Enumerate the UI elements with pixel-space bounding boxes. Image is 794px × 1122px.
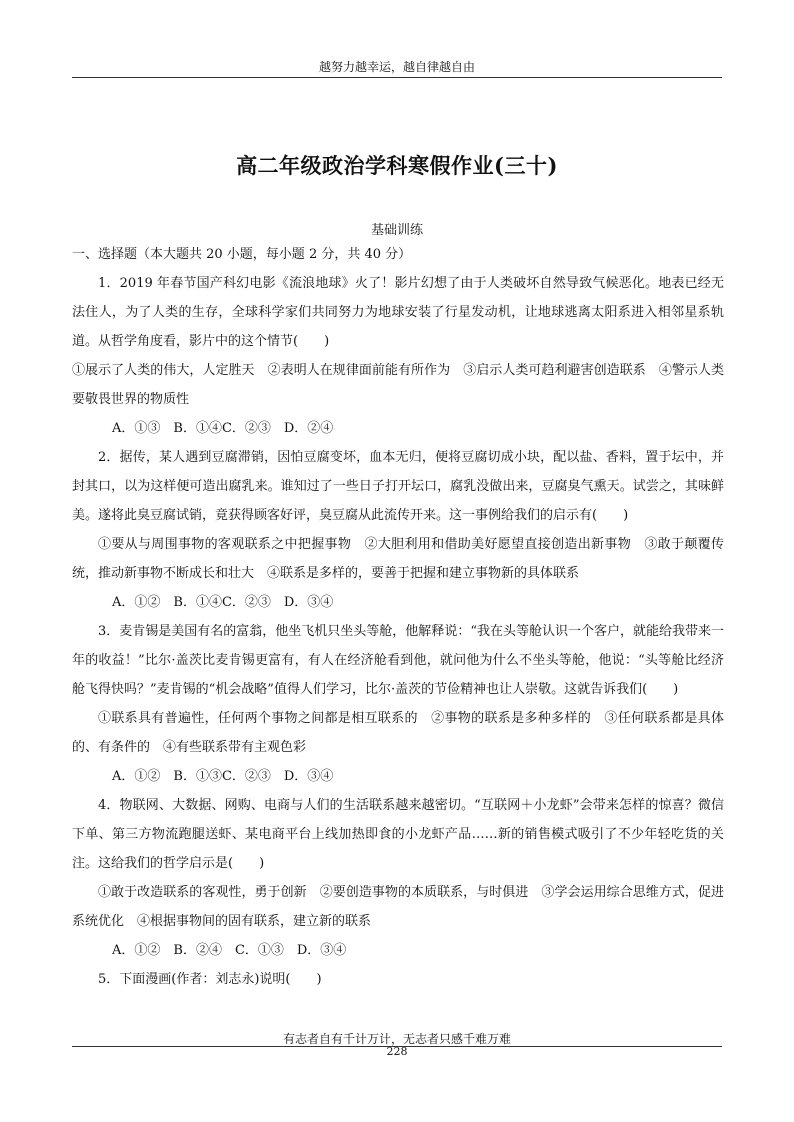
question-stem: 4．物联网、大数据、网购、电商与人们的生活联系越来越密切。“互联网＋小龙虾”会带来怎样的惊喜？微信下单、第三方物流跑腿送虾、某电商平台上线加热即食的小龙虾产品……新的销售模式吸引了不少年轻吃货的关注。这给我们的哲学启示是( ) — [72, 798, 724, 871]
page-number: 228 — [386, 1045, 408, 1058]
question-statements: ①要从与周围事物的客观联系之中把握事物 ②大胆利用和借助美好愿望直接创造出新事物 ③敢于颠覆传统，推动新事物不断成长和壮大 ④联系是多样的，要善于把握和建立事物新的具体联系 — [72, 537, 724, 581]
header-motto: 越努力越幸运，越自律越自由 — [318, 60, 475, 74]
footer-motto: 有志者自有千计万计，无志者只感千难万难 — [282, 1032, 511, 1046]
question-options: A．①③ B．①④C．②③ D．②④ — [112, 421, 334, 436]
question-options: A．①② B．①③C．②③ D．③④ — [112, 769, 334, 784]
question-stem: 1．2019 年春节国产科幻电影《流浪地球》火了！影片幻想了由于人类破坏自然导致气候恶化。地表已经无法住人，为了人类的生存，全球科学家们共同努力为地球安装了行星发动机，让地球逃离太阳系进入相邻星系轨道。从哲学角度看，影片中的这个情节( ) — [72, 276, 724, 349]
question-options: A．①② B．②④ C．①③ D．③④ — [112, 943, 347, 958]
section-heading: 一、选择题（本大题共 20 小题，每小题 2 分，共 40 分） — [72, 247, 412, 262]
question-stem: 5．下面漫画(作者：刘志永)说明( ) — [98, 972, 322, 987]
question-statements: ①展示了人类的伟大，人定胜天 ②表明人在规律面前能有所作为 ③启示人类可趋利避害创造联系 ④警示人类要敬畏世界的物质性 — [72, 363, 724, 407]
page-title: 高二年级政治学科寒假作业(三十) — [236, 153, 558, 178]
question-stem: 3．麦肯锡是美国有名的富翁，他坐飞机只坐头等舱，他解释说：“我在头等舱认识一个客户，就能给我带来一年的收益！”比尔·盖茨比麦肯锡更富有，有人在经济舱看到他，就问他为什么不坐头等舱，他说：“头等舱比经济舱飞得快吗？”麦肯锡的“机会战略”值得人们学习，比尔·盖茨的节俭精神也让人崇敬。这就告诉我们( ) — [72, 624, 724, 697]
question-statements: ①敢于改造联系的客观性，勇于创新 ②要创造事物的本质联系，与时俱进 ③学会运用综合思维方式，促进系统优化 ④根据事物间的固有联系，建立新的联系 — [72, 885, 724, 929]
question-statements: ①联系具有普遍性，任何两个事物之间都是相互联系的 ②事物的联系是多种多样的 ③任何联系都是具体的、有条件的 ④有些联系带有主观色彩 — [72, 711, 724, 755]
question-body — [72, 240, 724, 994]
header-divider — [72, 77, 722, 78]
question-options: A．①② B．①④C．②③ D．③④ — [112, 595, 334, 610]
question-stem: 2．据传，某人遇到豆腐滞销，因怕豆腐变坏，血本无归，便将豆腐切成小块，配以盐、香料，置于坛中，并封其口，以为这样便可造出腐乳来。谁知过了一些日子打开坛口，腐乳没做出来，豆腐臭气熏天。试尝之，其味鲜美。遂将此臭豆腐试销，竟获得顾客好评，臭豆腐从此流传开来。这一事例给我们的启示有( ) — [72, 450, 724, 523]
section-subtitle: 基础训练 — [370, 223, 423, 238]
